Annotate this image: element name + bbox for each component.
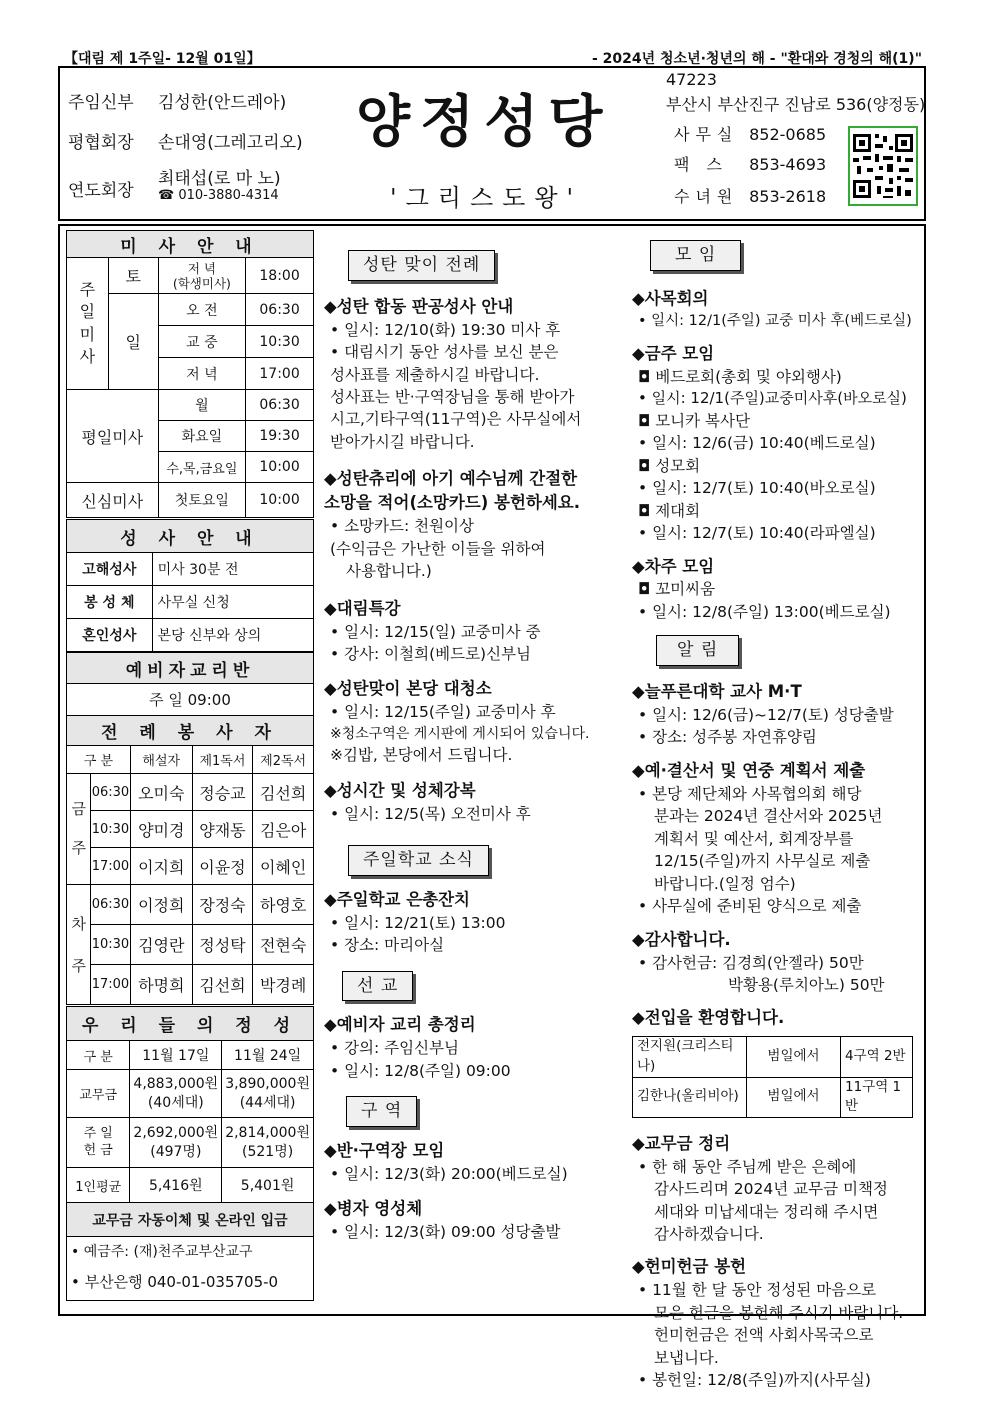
pastor-name: 김성한(안드레아) [158,93,287,113]
server-time: 10:30 [90,925,130,965]
yeondo-name: 최태섭(로 마 노) [158,169,281,189]
address: 부산시 부산진구 진남로 536(양정동) [666,95,926,114]
server-time: 10:30 [90,811,130,848]
item-line: 보냅니다. [654,1348,719,1367]
server-name: 정승교 [192,774,253,811]
item-line: • 11월 한 달 동안 정성된 마음으로 [638,1281,877,1300]
pastor-label: 주임신부 [68,93,134,113]
server-name: 양미경 [130,811,192,848]
item-line: 분과는 2024년 결산서와 2025년 [654,807,883,826]
item-heading: ◆예비자 교리 총정리 [324,1015,476,1035]
item-line: 성사표는 반·구역장님을 통해 받아가 [330,387,575,406]
item-line: ◘ 제대회 [638,501,701,520]
welcome-district: 4구역 2반 [841,1037,913,1077]
servers-header: 제2독서 [253,746,314,774]
item-line: • 사무실에 준비된 양식으로 제출 [638,897,862,916]
server-name: 전현숙 [253,925,314,965]
item-line: • 대림시기 동안 성사를 보신 분은 [330,343,559,362]
offering-header: 11월 17일 [130,1041,222,1070]
offering-value: 5,401원 [222,1168,314,1203]
offering-table [66,1006,314,1301]
office-phone: 852-0685 [749,125,827,144]
item-heading: ◆병자 영성체 [324,1199,423,1219]
special-mass-label: 신심미사 [67,483,159,518]
item-line: • 일시: 12/8(주일) 09:00 [330,1061,511,1080]
item-line: • 일시: 12/8(주일) 13:00(베드로실) [638,602,891,621]
mass-title: 미 사 안 내 [67,231,314,258]
week1-label-text: 금주 [71,800,86,857]
item-line: 계획서 및 예산서, 회계장부를 [654,829,854,848]
account-number: • 부산은행 040-01-035705-0 [71,1273,279,1292]
item-line: • 봉헌일: 12/8(주일)까지(사무실) [638,1371,871,1390]
welcome-from: 범일에서 [747,1037,841,1077]
item-line: • 일시: 12/15(주일) 교중미사 후 [330,703,556,722]
server-name: 박경례 [253,965,314,1005]
item-heading: ◆예·결산서 및 연중 계획서 제출 [632,760,866,780]
offering-value: 2,692,000원 (497명) [130,1118,222,1168]
server-name: 김은아 [253,811,314,848]
server-time: 06:30 [90,885,130,925]
item-line: • 일시: 12/1(주일) 교중 미사 후(베드로실) [638,312,912,329]
sunday-slot: 저 녁 [158,358,246,390]
item-line: • 소망카드: 천원이상 [330,517,475,536]
section-sunday-school: 주일학교 소식 [348,845,489,876]
weekday-mass-label: 평일미사 [67,390,159,483]
item-line: 바랍니다.(일정 엄수) [654,874,796,893]
server-name: 장정숙 [192,885,253,925]
item-line: 감사하겠습니다. [654,1224,764,1243]
item-heading: ◆성탄츄리에 아기 예수님께 간절한 [324,469,578,489]
right-column [632,240,922,1392]
week-label: 【대림 제 1주일- 12월 01일】 [64,51,261,67]
fax-phone: 853-4693 [749,155,827,174]
item-heading: ◆대림특강 [324,598,401,618]
item-heading: ◆차주 모임 [632,556,715,576]
item-line: • 한 해 동안 주님께 받은 은혜에 [638,1157,857,1176]
welcome-row [633,1077,913,1117]
middle-column [324,250,620,1243]
account-info [67,1237,314,1301]
item-line: • 일시: 12/21(토) 13:00 [330,913,506,932]
item-line: 성사표를 제출하시길 바랍니다. [330,365,540,384]
servers-title: 전 례 봉 사 자 [67,716,314,746]
server-time: 17:00 [90,965,130,1005]
special-mass-day: 첫토요일 [158,483,246,518]
item-line: ※청소구역은 게시판에 게시되어 있습니다. [330,725,590,742]
yeondo-label: 연도회장 [68,181,134,201]
offering-value: 2,814,000원 (521명) [222,1118,314,1168]
welcome-row [633,1037,913,1077]
server-name: 이혜인 [253,848,314,885]
item-line: • 일시: 12/6(금) 10:40(베드로실) [638,434,876,453]
fax-row [674,152,826,175]
sacrament-info: 본당 신부와 상의 [152,619,313,652]
sacrament-info: 사무실 신청 [152,586,313,619]
section-district: 구 역 [346,1096,417,1127]
server-time: 17:00 [90,848,130,885]
weekday-time: 10:00 [246,452,314,483]
sacrament-table [66,519,314,652]
convent-row [674,184,826,207]
item-line: ◘ 꼬미씨움 [638,580,716,599]
sunday-slot: 오 전 [158,294,246,326]
mass-table [66,230,314,518]
weekday-time: 06:30 [246,390,314,421]
catechumen-table [66,652,314,716]
catechumen-title: 예비자교리반 [67,653,314,684]
item-line: (수익금은 가난한 이들을 위하여 [330,539,546,558]
item-heading: ◆성탄 합동 판공성사 안내 [324,296,514,316]
special-mass-time: 10:00 [246,483,314,518]
welcome-district: 11구역 1반 [841,1077,913,1117]
item-line: 12/15(주일)까지 사무실로 제출 [654,852,871,871]
item-heading: ◆교무금 정리 [632,1133,731,1153]
item-line: • 일시: 12/7(토) 10:40(라파엘실) [638,524,876,543]
servers-header: 제1독서 [192,746,253,774]
offering-value: 3,890,000원 (44세대) [222,1070,314,1118]
year-theme: - 2024년 청소년·청년의 해 - "환대와 경청의 해(1)" [591,51,922,67]
parish-title: 양정성당 [356,89,613,155]
item-heading: 소망을 적어(소망카드) 봉헌하세요. [324,493,580,513]
item-line: • 강의: 주임신부님 [330,1039,460,1058]
week2-label-text: 차주 [71,914,86,975]
item-line: ◘ 성모회 [638,456,701,475]
sacrament-name: 고해성사 [67,553,153,586]
item-line: 세대와 미납세대는 정리해 주시면 [654,1202,879,1221]
servers-header: 해설자 [130,746,192,774]
item-heading: ◆전입을 환영합니다. [632,1008,785,1028]
saturday-label: 토 [108,258,158,294]
item-line: • 일시: 12/7(토) 10:40(바오로실) [638,479,876,498]
item-line: 사용합니다.) [346,562,432,581]
yeondo-phone: ☎ 010-3880-4314 [158,188,279,203]
section-notices: 알 림 [656,635,739,666]
sunday-mass-text: 주일미사 [79,279,96,366]
item-heading: ◆사목회의 [632,288,709,308]
server-name: 하명희 [130,965,192,1005]
zip-code: 47223 [666,70,717,89]
item-heading: ◆성탄맞이 본당 대청소 [324,679,492,699]
offering-row-label: 1인평균 [67,1168,130,1203]
item-line: • 장소: 마리아실 [330,936,445,955]
section-mission: 선 교 [342,971,413,1002]
item-heading: ◆금주 모임 [632,343,715,363]
item-line: ※김밥, 본당에서 드립니다. [330,746,513,765]
server-name: 김영란 [130,925,192,965]
item-line: • 일시: 12/6(금)~12/7(토) 성당출발 [638,705,894,724]
section-christmas-liturgy: 성탄 맞이 전례 [348,250,495,281]
servers-header: 구 분 [67,746,131,774]
sunday-mass-label [67,258,109,390]
item-line: • 강사: 이철희(베드로)신부님 [330,645,532,664]
sacrament-name: 혼인성사 [67,619,153,652]
sunday-slot: 교 중 [158,326,246,358]
item-line: • 일시: 12/10(화) 19:30 미사 후 [330,320,561,339]
welcome-name: 전지원(크리스티나) [633,1037,747,1077]
section-meetings: 모 임 [650,240,741,271]
item-line: • 일시: 12/15(일) 교중미사 중 [330,622,541,641]
item-line: ◘ 베드로회(총회 및 야외행사) [638,367,842,386]
item-line: • 본당 제단체와 사목협의회 해당 [638,784,862,803]
offering-row-label: 주 일 헌 금 [67,1118,130,1168]
item-heading: ◆성시간 및 성체강복 [324,780,476,800]
server-name: 이정희 [130,885,192,925]
offering-value: 4,883,000원 (40세대) [130,1070,222,1118]
catechumen-time: 주 일 09:00 [67,684,314,716]
item-heading: ◆반·구역장 모임 [324,1140,445,1160]
weekday-day: 월 [158,390,246,421]
item-line: • 감사헌금: 김경희(안젤라) 50만 [638,953,864,972]
transfer-title: 교무금 자동이체 및 온라인 입금 [67,1203,314,1237]
item-line: 헌미헌금은 전액 사회사목국으로 [654,1326,874,1345]
offering-value: 5,416원 [130,1168,222,1203]
server-name: 이지희 [130,848,192,885]
top-line [58,48,926,66]
saturday-time: 18:00 [246,258,314,294]
server-name: 이윤정 [192,848,253,885]
office-label: 사무실 [674,125,739,144]
item-heading: ◆주일학교 은총잔치 [324,889,470,909]
header [58,66,926,221]
server-name: 양재동 [192,811,253,848]
item-heading: ◆헌미헌금 봉헌 [632,1257,747,1277]
weekday-day: 수,목,금요일 [158,452,246,483]
server-time: 06:30 [90,774,130,811]
item-line: 받아가시길 바랍니다. [330,432,475,451]
week2-label [67,885,91,1005]
item-line: • 일시: 12/5(목) 오전미사 후 [330,804,531,823]
office-phone-row [674,122,826,145]
item-line: • 일시: 12/3(화) 09:00 성당출발 [330,1222,561,1241]
item-line: ◘ 모니카 복사단 [638,411,750,430]
offering-row-label: 교무금 [67,1070,130,1118]
item-line: 모은 헌금을 봉헌해 주시기 바랍니다. [654,1303,904,1322]
sacrament-info: 미사 30분 전 [152,553,313,586]
servers-table [66,715,314,1005]
sunday-label: 일 [108,294,158,390]
sunday-time: 06:30 [246,294,314,326]
item-line: 감사드리며 2024년 교무금 미책정 [654,1180,888,1199]
welcome-name: 김한나(올리비아) [633,1077,747,1117]
weekday-time: 19:30 [246,421,314,452]
item-line: 시고,기타구역(11구역)은 사무실에서 [330,410,582,429]
server-name: 김선희 [192,965,253,1005]
qr-code-icon[interactable] [848,126,918,206]
welcome-table [632,1036,913,1117]
offering-header: 구 분 [67,1041,130,1070]
parish-subtitle: '그리스도왕' [390,184,583,212]
item-line: • 장소: 성주봉 자연휴양림 [638,728,817,747]
fax-label: 팩 스 [674,155,728,174]
offering-header: 11월 24일 [222,1041,314,1070]
sunday-time: 17:00 [246,358,314,390]
server-name: 정성탁 [192,925,253,965]
item-heading: ◆늘푸른대학 교사 M·T [632,682,802,702]
offering-title: 우 리 들 의 정 성 [67,1007,314,1041]
item-line: 박황용(루치아노) 50만 [728,976,885,995]
server-name: 오미숙 [130,774,192,811]
convent-label: 수녀원 [674,187,739,206]
sacrament-name: 봉 성 체 [67,586,153,619]
account-holder: • 예금주: (재)천주교부산교구 [71,1244,253,1261]
saturday-time-label: 저 녁 (학생미사) [158,258,246,294]
sunday-time: 10:30 [246,326,314,358]
council-name: 손대영(그레고리오) [158,133,303,153]
convent-phone: 853-2618 [749,187,827,206]
item-heading: ◆감사합니다. [632,929,731,949]
council-label: 평협회장 [68,133,134,153]
item-line: • 일시: 12/3(화) 20:00(베드로실) [330,1164,568,1183]
sacrament-title: 성 사 안 내 [67,520,314,553]
server-name: 김선희 [253,774,314,811]
welcome-from: 범일에서 [747,1077,841,1117]
weekday-day: 화요일 [158,421,246,452]
week1-label [67,774,91,885]
item-line: • 일시: 12/1(주일)교중미사후(바오로실) [638,388,907,407]
server-name: 하영호 [253,885,314,925]
